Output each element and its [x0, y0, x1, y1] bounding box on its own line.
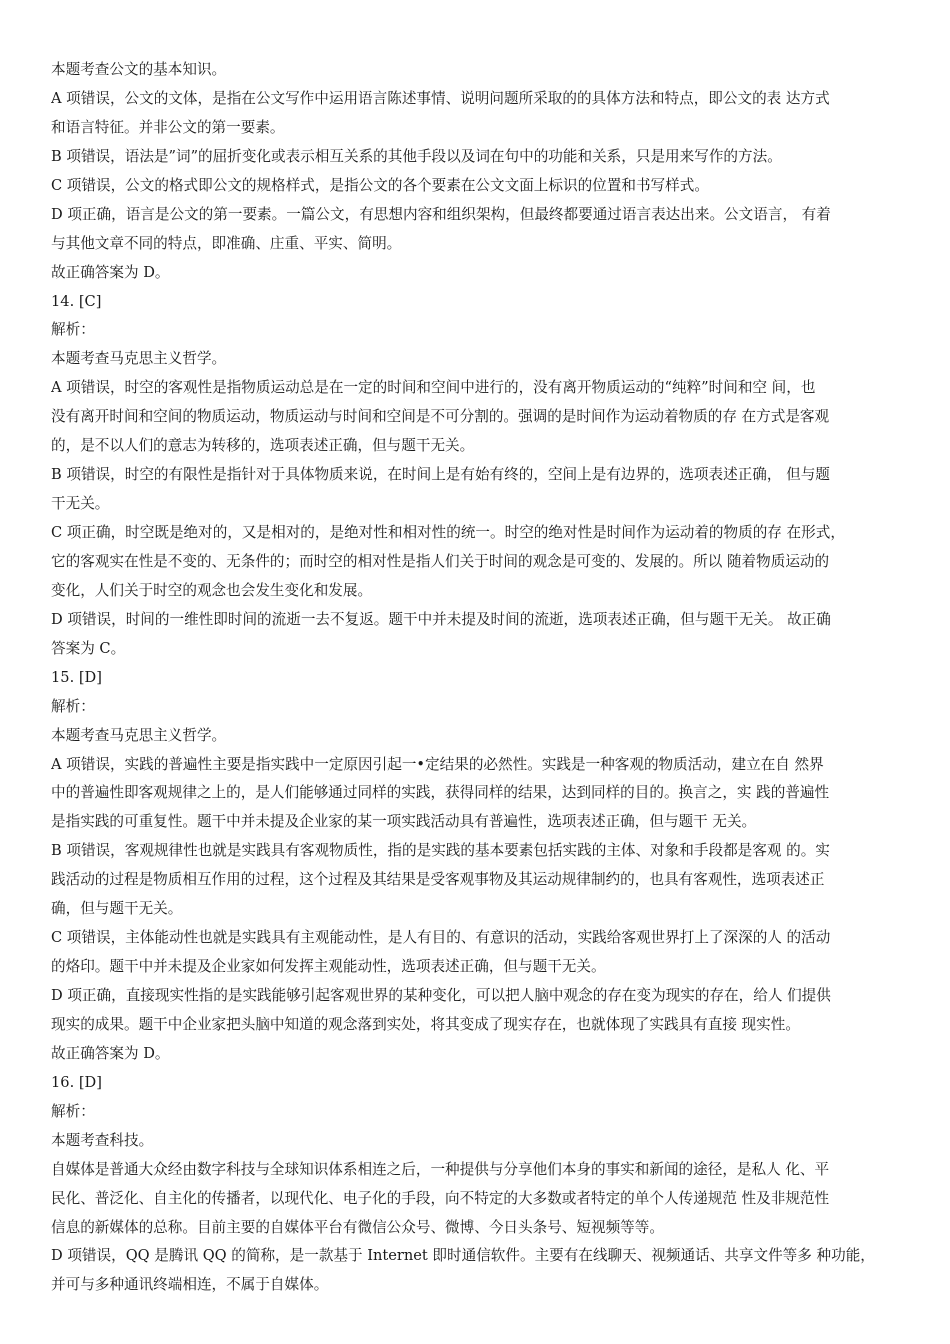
text-line: 解析：	[51, 1102, 95, 1120]
text-line: 解析：	[51, 697, 95, 715]
text-line: B 项错误，客观规律性也就是实践具有客观物质性，指的是实践的基本要素包括实践的主体、对象和手段都是客观 的。实	[51, 842, 830, 860]
text-line: A 项错误，实践的普遍性主要是指实践中一定原因引起一•定结果的必然性。实践是一种客观的物质活动，建立在自 然界	[51, 755, 824, 773]
text-line: 中的普遍性即客观规律之上的，是人们能够通过同样的实践，获得同样的结果，达到同样的目的。换言之，实 践的普遍性	[51, 784, 830, 802]
text-line: 本题考查马克思主义哲学。	[51, 726, 227, 744]
text-line: 16. [D]	[51, 1073, 102, 1091]
text-line: D 项错误，QQ 是腾讯 QQ 的简称，是一款基于 Internet 即时通信软件。主要有在线聊天、视频通话、共享文件等多 种功能，	[51, 1247, 875, 1265]
text-line: 没有离开时间和空间的物质运动，物质运动与时间和空间是不可分割的。强调的是时间作为运动着物质的存 在方式是客观	[51, 408, 830, 426]
text-line: A 项错误，公文的文体，是指在公文写作中运用语言陈述事情、说明问题所采取的的具体方法和特点，即公文的表 达方式	[51, 89, 830, 107]
text-line: 它的客观实在性是不变的、无条件的；而时空的相对性是指人们关于时间的观念是可变的、发展的。所以 随着物质运动的	[51, 552, 830, 570]
text-line: 解析：	[51, 321, 95, 339]
text-line: 并可与多种通讯终端相连，不属于自媒体。	[51, 1276, 329, 1294]
text-line: D 项正确，语言是公文的第一要素。一篇公文，有思想内容和组织架构，但最终都要通过语言表达出来。公文语言， 有着	[51, 205, 831, 223]
text-line: 本题考查马克思主义哲学。	[51, 350, 227, 368]
text-line: 本题考查科技。	[51, 1131, 154, 1149]
text-line: C 项错误，主体能动性也就是实践具有主观能动性，是人有目的、有意识的活动，实践给客观世界打上了深深的人 的活动	[51, 929, 831, 947]
text-line: 本题考查公文的基本知识。	[51, 61, 227, 78]
text-line: 是指实践的可重复性。题干中并未提及企业家的某一项实践活动具有普遍性，选项表述正确，但与题干 无关。	[51, 813, 757, 831]
text-line: 的烙印。题干中并未提及企业家如何发挥主观能动性，选项表述正确，但与题干无关。	[51, 958, 606, 976]
text-line: C 项错误，公文的格式即公文的规格样式，是指公文的各个要素在公文文面上标识的位置和书写样式。	[51, 176, 709, 194]
text-line: B 项错误，语法是”词”的屈折变化或表示相互关系的其他手段以及词在句中的功能和关系，只是用来写作的方法。	[51, 147, 782, 165]
text-line: 自媒体是普通大众经由数字科技与全球知识体系相连之后，一种提供与分享他们本身的事实和新闻的途径，是私人 化、平	[51, 1160, 830, 1178]
text-line: 与其他文章不同的特点，即准确、庄重、平实、简明。	[51, 234, 402, 252]
text-line: 的，是不以人们的意志为转移的，选项表述正确，但与题干无关。	[51, 437, 475, 455]
document-page	[51, 56, 911, 1300]
text-line: 信息的新媒体的总称。目前主要的自媒体平台有微信公众号、微博、今日头条号、短视频等等。	[51, 1218, 664, 1236]
text-line: 确，但与题干无关。	[51, 900, 183, 918]
text-line: 故正确答案为 D。	[51, 1044, 170, 1062]
text-line: 现实的成果。题干中企业家把头脑中知道的观念落到实处，将其变成了现实存在，也就体现了实践具有直接 现实性。	[51, 1015, 800, 1033]
text-line: 15. [D]	[51, 668, 102, 686]
text-line: 践活动的过程是物质相互作用的过程，这个过程及其结果是受客观事物及其运动规律制约的，也具有客观性，选项表述正	[51, 871, 825, 889]
text-line: 变化，人们关于时空的观念也会发生变化和发展。	[51, 581, 373, 599]
text-line: D 项正确，直接现实性指的是实践能够引起客观世界的某种变化，可以把人脑中观念的存在变为现实的存在，给人 们提供	[51, 987, 831, 1004]
text-line: D 项错误，时间的一维性即时间的流逝一去不复返。题干中并未提及时间的流逝，选项表述正确，但与题干无关。 故正确	[51, 610, 831, 628]
text-line: 答案为 C。	[51, 639, 126, 657]
text-line: 民化、普泛化、自主化的传播者，以现代化、电子化的手段，向不特定的大多数或者特定的单个人传递规范 性及非规范性	[51, 1189, 830, 1207]
text-line: A 项错误，时空的客观性是指物质运动总是在一定的时间和空间中进行的，没有离开物质运动的“纯粹”时间和空 间，也	[51, 379, 816, 397]
text-line: C 项正确，时空既是绝对的，又是相对的，是绝对性和相对性的统一。时空的绝对性是时间作为运动着的物质的存 在形式，	[51, 524, 845, 541]
text-line: 故正确答案为 D。	[51, 263, 170, 281]
text-line: B 项错误，时空的有限性是指针对于具体物质来说，在时间上是有始有终的，空间上是有边界的，选项表述正确， 但与题	[51, 466, 830, 484]
text-line: 14. [C]	[51, 292, 102, 310]
text-line: 干无关。	[51, 495, 110, 513]
text-line: 和语言特征。并非公文的第一要素。	[51, 118, 285, 136]
